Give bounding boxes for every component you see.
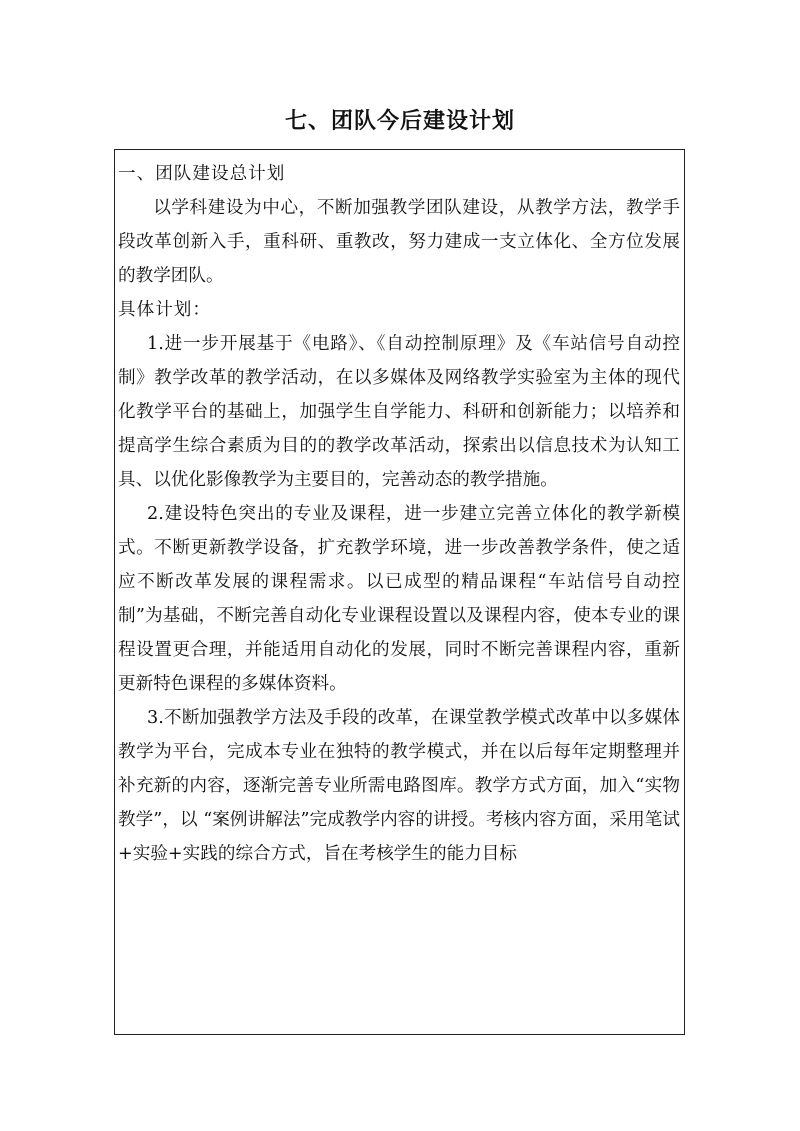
plan-table-cell <box>114 149 685 1035</box>
plan-item-1: 1.进一步开展基于《电路》、《自动控制原理》及《车站信号自动控制》教学改革的教学活动，在以多媒体及网络教学实验室为主体的现代化教学平台的基础上，加强学生自学能力、科研和创新能力；以培养和提高学生综合素质为目的的教学改革活动，探索出以信息技术为认知工具、以优化影像教学为主要目的，完善动态的教学措施。 <box>118 334 680 490</box>
plan-item-2: 2.建设特色突出的专业及课程，进一步建立完善立体化的教学新模式。不断更新教学设备，扩充教学环境，进一步改善教学条件，使之适应不断改革发展的课程需求。以已成型的精品课程“车站信号自动控制”为基础，不断完善自动化专业课程设置以及课程内容，使本专业的课程设置更合理，并能适用自动化的发展，同时不断完善课程内容，重新更新特色课程的多媒体资料。 <box>118 504 680 694</box>
plan-item-3: 3.不断加强教学方法及手段的改革，在课堂教学模式改革中以多媒体教学为平台，完成本专业在独特的教学模式，并在以后每年定期整理并补充新的内容，逐渐完善专业所需电路图库。教学方式方面，加入“实物教学”，以 “案例讲解法”完成教学内容的讲授。考核内容方面，采用笔试+实验+实践的综合方式，旨在考核学生的能力目标 <box>118 708 680 864</box>
plan-subheading: 具体计划： <box>118 300 211 320</box>
intro-paragraph: 以学科建设为中心，不断加强教学团队建设，从教学方法，教学手段改革创新入手，重科研、重教改，努力建成一支立体化、全方位发展的教学团队。 <box>118 198 680 286</box>
page-title: 七、团队今后建设计划 <box>284 109 515 134</box>
plan-content <box>118 157 680 871</box>
section-heading: 一、团队建设总计划 <box>118 164 286 184</box>
